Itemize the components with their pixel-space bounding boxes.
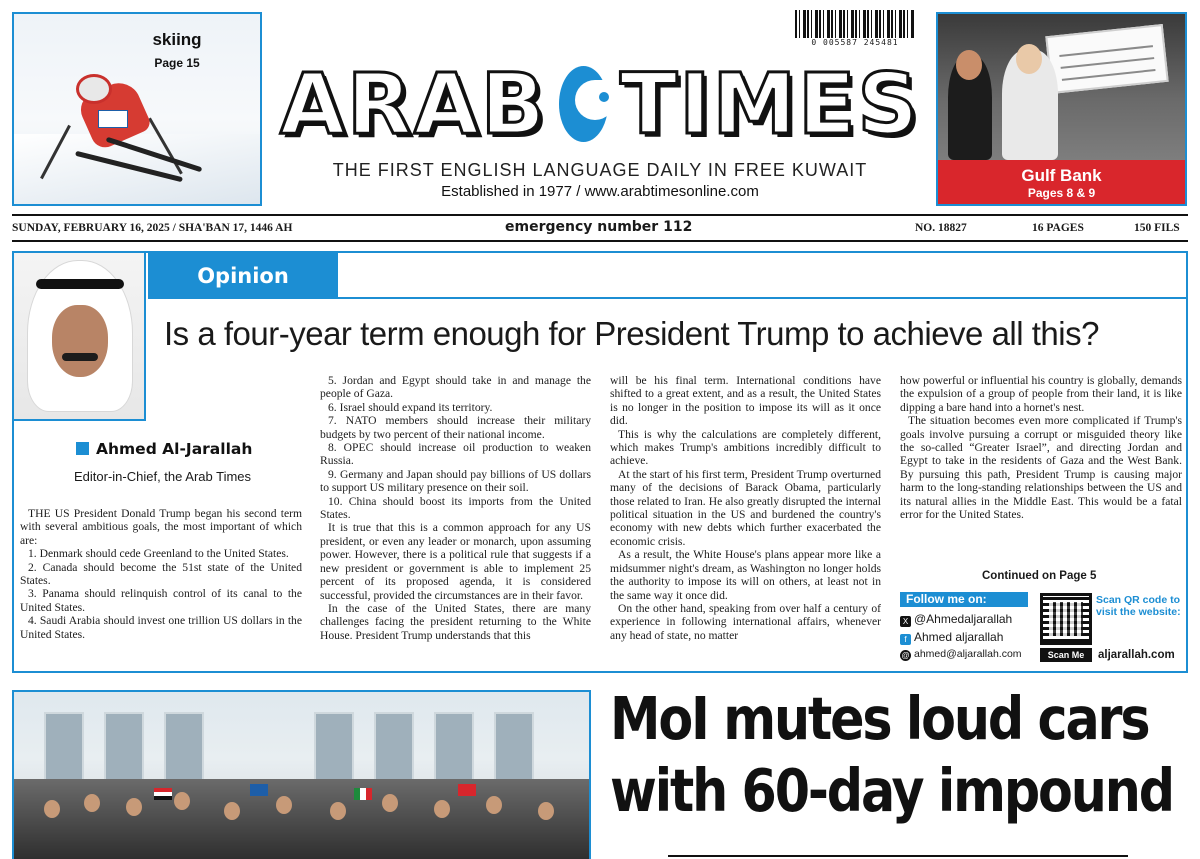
paragraph: 4. Saudi Arabia should invest one trillion US dollars in the United States. xyxy=(20,614,302,641)
article-column-3 xyxy=(610,374,881,642)
paragraph: will be his final term. International conditions have shifted to a great extent, and as a result, the United States is no longer in the position to impose its will as it once did. xyxy=(610,374,881,428)
paragraph: 1. Denmark should cede Greenland to the United States. xyxy=(28,547,289,561)
person-head xyxy=(434,800,450,818)
story-headline[interactable] xyxy=(610,683,1173,827)
person-head xyxy=(44,800,60,818)
person-head xyxy=(956,50,982,80)
teaser-page: Page 15 xyxy=(154,56,200,70)
facebook-handle-text: Ahmed aljarallah xyxy=(914,630,1004,644)
paragraph: This is why the calculations are completely different, which makes Trump's ambitions incredibly difficult to achieve. xyxy=(610,427,881,468)
masthead-established: Established in 1977 / www.arabtimesonline.com xyxy=(441,183,759,200)
teaser-title: Gulf Bank xyxy=(1021,166,1102,185)
opinion-headline[interactable]: Is a four-year term enough for President Trump to achieve all this? xyxy=(164,315,1099,352)
email-address[interactable] xyxy=(900,648,1022,661)
email-icon: @ xyxy=(901,651,910,660)
barcode-digits: 0 005587 245481 xyxy=(811,38,899,47)
paragraph: The situation becomes even more complicated if Trump's goals involve pursuing a corrupt or misguided theory like the so-called “Greater Israel”, and directing Jordan and Egypt to take in the residents of Gaza and the West Bank. By pursuing this path, President Trump is causing major harm to the long-standing relationships between the US and its natural allies in the Middle East. This would be a fatal error for the United States. xyxy=(900,414,1182,522)
author-role: Editor-in-Chief, the Arab Times xyxy=(74,469,252,484)
paragraph: THE US President Donald Trump began his second term with several ambitious goals, the most important of which are: xyxy=(20,507,302,547)
story-rule xyxy=(668,855,1128,857)
scan-note: Scan QR code to visit the website: xyxy=(1096,594,1181,618)
masthead-logo[interactable] xyxy=(280,55,920,153)
skier-bib xyxy=(98,110,128,128)
author-byline xyxy=(76,440,252,458)
emergency-number: emergency number 112 xyxy=(505,219,693,235)
paragraph: 6. Israel should expand its territory. xyxy=(328,400,493,414)
person-head xyxy=(382,794,398,812)
issue-date: SUNDAY, FEBRUARY 16, 2025 / SHA'BAN 17, 1446 AH xyxy=(12,222,293,234)
x-handle[interactable] xyxy=(900,612,1012,627)
issue-number: NO. 18827 xyxy=(915,222,967,234)
paragraph: 7. NATO members should increase their military budgets by two percent of their national income. xyxy=(320,414,591,441)
teaser-page: Pages 8 & 9 xyxy=(1027,186,1096,200)
paragraph: On the other hand, speaking from over half a century of experience in following international affairs, whenever any head of state, no matter xyxy=(610,601,881,642)
person-head xyxy=(330,802,346,820)
section-tag: Opinion xyxy=(148,253,338,299)
gulf-bank-teaser[interactable] xyxy=(936,12,1187,206)
facebook-handle[interactable] xyxy=(900,630,1003,645)
paragraph: 2. Canada should become the 51st state of the United States. xyxy=(20,560,302,588)
paragraph: 10. China should boost its imports from the United States. xyxy=(320,494,591,522)
person-head xyxy=(276,796,292,814)
article-column-4 xyxy=(900,374,1182,521)
paragraph: how powerful or influential his country is globally, demands the expulsion of a group of people from their land, it is like dipping a bare hand into a hornet's nest. xyxy=(900,374,1182,414)
barcode xyxy=(795,10,915,38)
x-handle-text: @Ahmedaljarallah xyxy=(914,612,1013,626)
opinion-article[interactable] xyxy=(12,251,1188,673)
follow-label: Follow me on: xyxy=(900,592,1028,607)
continued-link[interactable]: Continued on Page 5 xyxy=(982,570,1097,582)
person-head xyxy=(486,796,502,814)
article-column-1 xyxy=(20,507,302,641)
paragraph: In the case of the United States, there are many challenges facing the president returning to the White House. President Trump understands that this xyxy=(320,601,591,642)
flag xyxy=(458,784,476,796)
x-icon: X xyxy=(900,616,911,627)
story-headline-line-2: with 60-day impound xyxy=(610,756,1173,825)
facebook-icon: f xyxy=(900,634,911,645)
paragraph: 9. Germany and Japan should pay billions of US dollars to support US military presence on their soil. xyxy=(320,467,591,495)
section-rule xyxy=(338,297,1186,299)
person-head xyxy=(1016,44,1042,74)
paragraph: As a result, the White House's plans appear more like a midsummer night's dream, as Washington no longer holds the authority to impose its will on others, at least not in the same way it once did. xyxy=(610,548,881,602)
group-photo[interactable] xyxy=(12,690,591,859)
paragraph: It is true that this is a common approach for any US president, or even any leader or monarch, upon assuming power. However, there is a political rule that suggests if a new president or government is able to implement 25 percent of its proposed agenda, it is considered successful, provided the circumstances are in their favor. xyxy=(320,521,591,602)
flag xyxy=(250,784,268,796)
logo-word-right: TIMES xyxy=(619,55,920,153)
author-name: Ahmed Al-Jarallah xyxy=(96,440,253,458)
article-column-2 xyxy=(320,374,591,642)
skier-helmet xyxy=(76,74,112,104)
crowd xyxy=(14,779,589,859)
paragraph: 8. OPEC should increase oil production to weaken Russia. xyxy=(320,441,591,468)
person-head xyxy=(224,802,240,820)
email-text: ahmed@aljarallah.com xyxy=(914,648,1022,660)
cheque-board xyxy=(1045,24,1168,94)
paragraph: At the start of his first term, President Trump overturned many of the decisions of Barack Obama, particularly those related to Iran. He also greatly disrupted the internal political situation in the US and burdened the country's economy with new debts which further exacerbated the economic crisis. xyxy=(610,467,881,548)
person-head xyxy=(126,798,142,816)
qr-code[interactable] xyxy=(1040,593,1092,645)
date-bar xyxy=(12,214,1188,242)
eagle-logo-icon xyxy=(559,66,608,142)
scan-me-label: Scan Me xyxy=(1040,648,1092,662)
person-head xyxy=(84,794,100,812)
skiing-teaser[interactable] xyxy=(12,12,262,206)
social-follow-box xyxy=(900,592,1186,668)
person-head xyxy=(538,802,554,820)
story-headline-line-1: MoI mutes loud cars xyxy=(610,684,1149,753)
price: 150 FILS xyxy=(1134,222,1180,234)
flag xyxy=(154,788,172,800)
logo-word-left: ARAB xyxy=(280,55,547,153)
teaser-title: skiing xyxy=(152,30,202,49)
masthead-tagline: THE FIRST ENGLISH LANGUAGE DAILY IN FREE KUWAIT xyxy=(332,160,868,180)
website-link[interactable]: aljarallah.com xyxy=(1098,649,1175,661)
byline-square-icon xyxy=(76,442,89,455)
paragraph: 3. Panama should relinquish control of its canal to the United States. xyxy=(20,587,302,614)
paragraph: 5. Jordan and Egypt should take in and manage the people of Gaza. xyxy=(320,374,591,401)
person-head xyxy=(174,792,190,810)
page-count: 16 PAGES xyxy=(1032,222,1084,234)
author-photo xyxy=(14,253,146,421)
flag xyxy=(354,788,372,800)
